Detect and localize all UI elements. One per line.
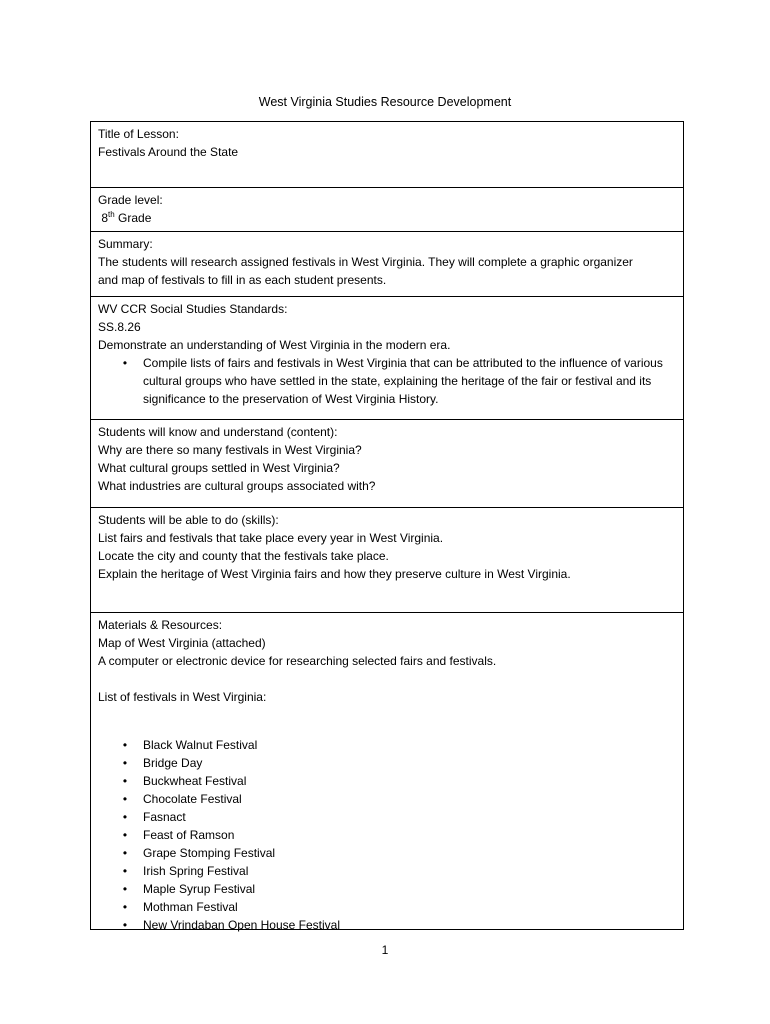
list-item (98, 736, 676, 754)
summary-line-1: The students will research assigned festivals in West Virginia. They will complete a graphic organizer (98, 255, 633, 269)
list-item (98, 808, 676, 826)
lesson-title-value: Festivals Around the State (98, 145, 239, 159)
bullet-icon: • (122, 900, 128, 914)
festival-name: Fasnact (143, 810, 186, 824)
grade-number: 8 (101, 211, 109, 225)
list-item (98, 844, 676, 862)
grade-level-label: Grade level: (98, 193, 163, 207)
materials-item: A computer or electronic device for researching selected fairs and festivals. (98, 654, 497, 668)
grade-level-value (98, 209, 676, 227)
list-item (98, 354, 676, 408)
document-title: West Virginia Studies Resource Development (258, 95, 512, 109)
list-item (98, 754, 676, 772)
spacer (98, 706, 676, 736)
list-item (98, 772, 676, 790)
festival-name: Mothman Festival (143, 900, 238, 914)
list-item (98, 898, 676, 916)
list-item (98, 790, 676, 808)
festival-list-heading: List of festivals in West Virginia: (98, 690, 267, 704)
festival-name: Feast of Ramson (143, 828, 235, 842)
know-label: Students will know and understand (content): (98, 425, 338, 439)
standards-bullet-text: Compile lists of fairs and festivals in West Virginia that can be attributed to the influence of various cultural groups who have settled in the state, explaining the heritage of the fair or festival and its significance to the preservation of West Virginia History. (143, 356, 663, 406)
know-question: What industries are cultural groups associated with? (98, 479, 376, 493)
festival-list (98, 736, 676, 934)
bullet-icon: • (122, 756, 128, 770)
bullet-icon: • (122, 864, 128, 878)
festival-name: Grape Stomping Festival (143, 846, 276, 860)
skills-item: Locate the city and county that the festivals take place. (98, 549, 389, 563)
lesson-title-label: Title of Lesson: (98, 127, 179, 141)
materials-label: Materials & Resources: (98, 618, 223, 632)
skills-label: Students will be able to do (skills): (98, 513, 279, 527)
know-understand-cell (91, 420, 683, 508)
page-number: 1 (381, 943, 389, 957)
standards-cell (91, 297, 683, 420)
lesson-title-cell (91, 122, 683, 188)
materials-item: Map of West Virginia (attached) (98, 636, 266, 650)
summary-label: Summary: (98, 237, 153, 251)
festival-name: Irish Spring Festival (143, 864, 249, 878)
lesson-plan-table (90, 121, 684, 930)
bullet-icon: • (122, 774, 128, 788)
skills-cell (91, 508, 683, 613)
know-question: Why are there so many festivals in West Virginia? (98, 443, 362, 457)
bullet-icon: • (122, 882, 128, 896)
festival-name: Black Walnut Festival (143, 738, 258, 752)
grade-level-cell (91, 188, 683, 232)
grade-suffix: th (108, 210, 115, 219)
skills-item: Explain the heritage of West Virginia fairs and how they preserve culture in West Virginia. (98, 567, 571, 581)
festival-name: Chocolate Festival (143, 792, 242, 806)
bullet-icon: • (122, 810, 128, 824)
festival-name: New Vrindaban Open House Festival (143, 918, 340, 932)
spacer (98, 670, 676, 688)
summary-cell (91, 232, 683, 297)
list-item (98, 826, 676, 844)
summary-line-2: and map of festivals to fill in as each student presents. (98, 273, 387, 287)
skills-item: List fairs and festivals that take place every year in West Virginia. (98, 531, 444, 545)
standards-label: WV CCR Social Studies Standards: (98, 302, 288, 316)
bullet-icon: • (122, 828, 128, 842)
bullet-icon: • (122, 356, 128, 370)
standards-bullet-list (98, 354, 676, 408)
bullet-icon: • (122, 918, 128, 932)
bullet-icon: • (122, 846, 128, 860)
festival-name: Bridge Day (143, 756, 203, 770)
list-item (98, 880, 676, 898)
standards-code: SS.8.26 (98, 320, 141, 334)
festival-name: Maple Syrup Festival (143, 882, 256, 896)
bullet-icon: • (122, 738, 128, 752)
grade-word: Grade (118, 211, 152, 225)
list-item (98, 916, 676, 934)
know-question: What cultural groups settled in West Virginia? (98, 461, 340, 475)
list-item (98, 862, 676, 880)
festival-name: Buckwheat Festival (143, 774, 247, 788)
materials-cell (91, 613, 683, 932)
bullet-icon: • (122, 792, 128, 806)
standards-objective: Demonstrate an understanding of West Virginia in the modern era. (98, 338, 451, 352)
